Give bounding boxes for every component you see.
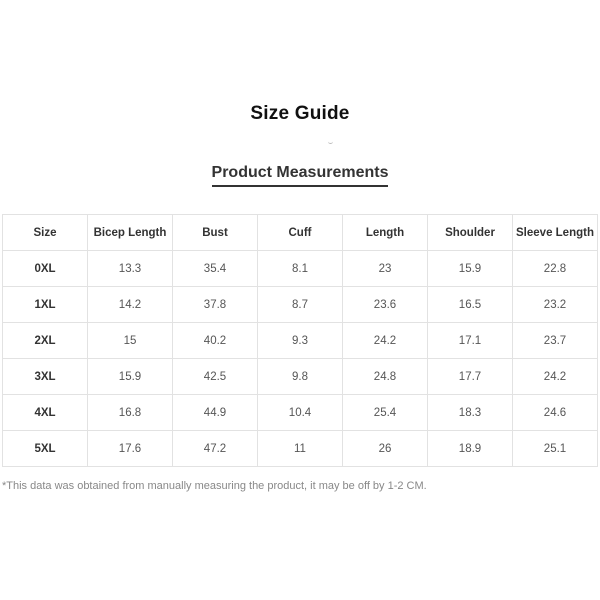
header-cell: Length [343, 215, 428, 251]
header-cell: Bust [173, 215, 258, 251]
size-cell: 4XL [3, 395, 88, 431]
table-cell: 25.4 [343, 395, 428, 431]
table-cell: 25.1 [513, 431, 598, 467]
table-cell: 26 [343, 431, 428, 467]
table-cell: 9.3 [258, 323, 343, 359]
size-cell: 0XL [3, 251, 88, 287]
header-cell: Cuff [258, 215, 343, 251]
table-cell: 9.8 [258, 359, 343, 395]
table-cell: 24.2 [343, 323, 428, 359]
table-cell: 17.6 [88, 431, 173, 467]
table-cell: 24.6 [513, 395, 598, 431]
table-cell: 18.3 [428, 395, 513, 431]
table-row [3, 431, 598, 467]
size-cell: 3XL [3, 359, 88, 395]
table-cell: 23.6 [343, 287, 428, 323]
table-cell: 47.2 [173, 431, 258, 467]
size-cell: 1XL [3, 287, 88, 323]
header-cell: Bicep Length [88, 215, 173, 251]
table-cell: 15.9 [88, 359, 173, 395]
table-row [3, 287, 598, 323]
table-cell: 24.2 [513, 359, 598, 395]
table-cell: 11 [258, 431, 343, 467]
table-cell: 23.7 [513, 323, 598, 359]
table-row [3, 323, 598, 359]
table-cell: 24.8 [343, 359, 428, 395]
section-subtitle: Product Measurements [212, 163, 389, 187]
table-cell: 18.9 [428, 431, 513, 467]
table-row [3, 359, 598, 395]
measurement-disclaimer: *This data was obtained from manually measuring the product, it may be off by 1-2 CM. [2, 480, 427, 492]
table-cell: 23.2 [513, 287, 598, 323]
table-cell: 17.7 [428, 359, 513, 395]
subtitle-container [0, 163, 600, 187]
table-cell: 22.8 [513, 251, 598, 287]
header-cell: Sleeve Length [513, 215, 598, 251]
table-cell: 40.2 [173, 323, 258, 359]
table-cell: 8.7 [258, 287, 343, 323]
table-cell: 35.4 [173, 251, 258, 287]
table-cell: 37.8 [173, 287, 258, 323]
table-cell: 17.1 [428, 323, 513, 359]
size-cell: 5XL [3, 431, 88, 467]
table-cell: 15 [88, 323, 173, 359]
table-cell: 15.9 [428, 251, 513, 287]
table-cell: 23 [343, 251, 428, 287]
table-cell: 10.4 [258, 395, 343, 431]
table-row [3, 251, 598, 287]
table-cell: 16.5 [428, 287, 513, 323]
table-header-row [3, 215, 598, 251]
size-table [2, 214, 598, 467]
header-cell: Shoulder [428, 215, 513, 251]
table-cell: 44.9 [173, 395, 258, 431]
table-cell: 8.1 [258, 251, 343, 287]
divider-mark [328, 140, 333, 144]
table-row [3, 395, 598, 431]
size-cell: 2XL [3, 323, 88, 359]
table-cell: 14.2 [88, 287, 173, 323]
table-cell: 42.5 [173, 359, 258, 395]
table-cell: 16.8 [88, 395, 173, 431]
page-title: Size Guide [250, 103, 350, 124]
header-cell: Size [3, 215, 88, 251]
table-cell: 13.3 [88, 251, 173, 287]
